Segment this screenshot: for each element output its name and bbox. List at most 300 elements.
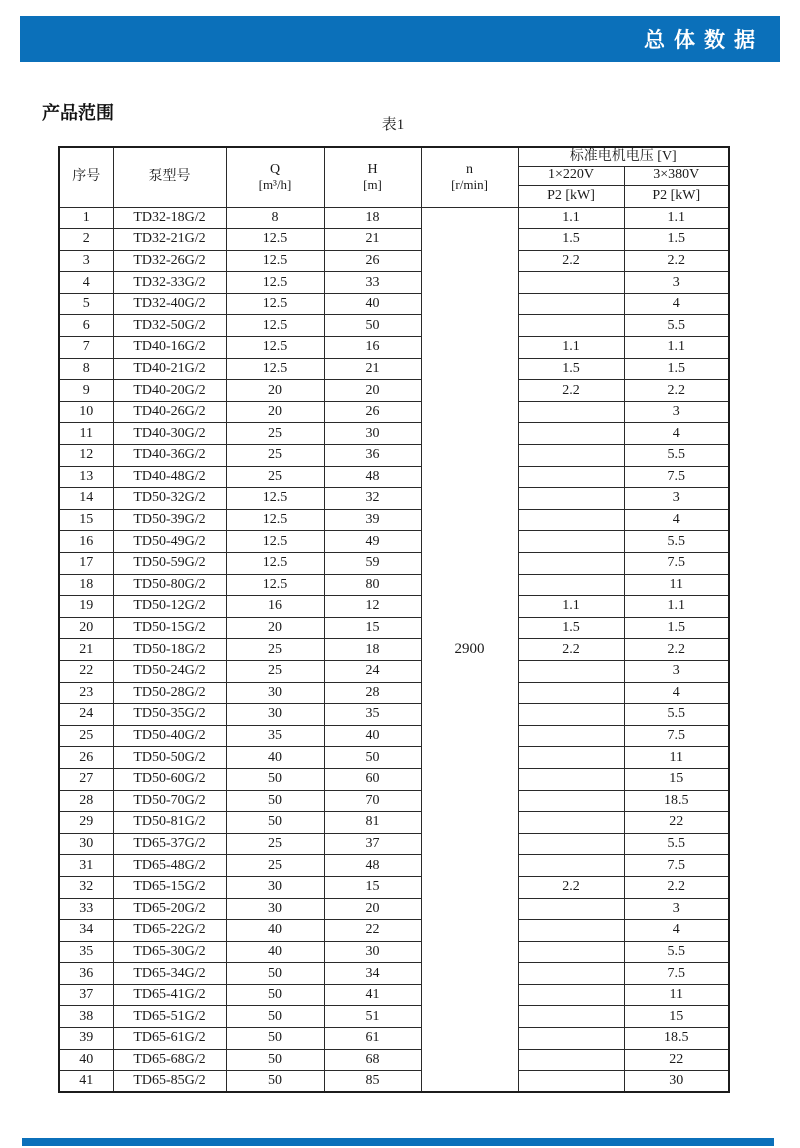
model-cell: TD32-40G/2	[113, 293, 226, 315]
p2-380-cell: 4	[624, 682, 729, 704]
table-row	[59, 920, 729, 942]
p2-380-cell: 3	[624, 660, 729, 682]
q-cell: 50	[226, 812, 324, 834]
p2-380-cell: 1.1	[624, 596, 729, 618]
model-cell: TD50-18G/2	[113, 639, 226, 661]
header-q-unit: [m³/h]	[258, 176, 292, 192]
h-cell: 81	[324, 812, 421, 834]
q-cell: 50	[226, 768, 324, 790]
p2-220-cell	[518, 315, 624, 337]
seq-cell: 24	[59, 704, 113, 726]
h-cell: 51	[324, 1006, 421, 1028]
header-n	[421, 147, 518, 207]
p2-380-cell: 4	[624, 509, 729, 531]
p2-380-cell: 3	[624, 488, 729, 510]
model-cell: TD50-39G/2	[113, 509, 226, 531]
q-cell: 25	[226, 445, 324, 467]
table-row	[59, 509, 729, 531]
p2-380-cell: 4	[624, 423, 729, 445]
table-row	[59, 984, 729, 1006]
h-cell: 22	[324, 920, 421, 942]
table-row	[59, 272, 729, 294]
model-cell: TD65-41G/2	[113, 984, 226, 1006]
seq-cell: 11	[59, 423, 113, 445]
seq-cell: 20	[59, 617, 113, 639]
p2-380-cell: 7.5	[624, 553, 729, 575]
table-row	[59, 596, 729, 618]
table-body	[59, 207, 729, 1092]
q-cell: 12.5	[226, 229, 324, 251]
header-v380: 3×380V	[624, 166, 729, 185]
banner-title: 总体数据	[644, 29, 764, 52]
seq-cell: 39	[59, 1028, 113, 1050]
p2-220-cell: 2.2	[518, 250, 624, 272]
header-model: 泵型号	[113, 147, 226, 207]
table-row	[59, 401, 729, 423]
p2-220-cell	[518, 293, 624, 315]
q-cell: 12.5	[226, 574, 324, 596]
p2-380-cell: 5.5	[624, 941, 729, 963]
model-cell: TD50-81G/2	[113, 812, 226, 834]
seq-cell: 37	[59, 984, 113, 1006]
p2-380-cell: 18.5	[624, 790, 729, 812]
seq-cell: 7	[59, 337, 113, 359]
h-cell: 18	[324, 639, 421, 661]
p2-380-cell: 7.5	[624, 855, 729, 877]
h-cell: 26	[324, 401, 421, 423]
q-cell: 50	[226, 1049, 324, 1071]
p2-220-cell	[518, 898, 624, 920]
header-n-unit: [r/min]	[451, 176, 488, 192]
p2-220-cell: 1.1	[518, 337, 624, 359]
p2-380-cell: 15	[624, 1006, 729, 1028]
p2-220-cell: 2.2	[518, 380, 624, 402]
p2-380-cell: 30	[624, 1071, 729, 1093]
model-cell: TD50-32G/2	[113, 488, 226, 510]
q-cell: 25	[226, 466, 324, 488]
model-cell: TD32-26G/2	[113, 250, 226, 272]
model-cell: TD65-20G/2	[113, 898, 226, 920]
table-row	[59, 293, 729, 315]
header-p2-220: P2 [kW]	[518, 185, 624, 207]
p2-380-cell: 22	[624, 812, 729, 834]
p2-380-cell: 3	[624, 401, 729, 423]
h-cell: 48	[324, 466, 421, 488]
model-cell: TD40-48G/2	[113, 466, 226, 488]
seq-cell: 27	[59, 768, 113, 790]
q-cell: 25	[226, 423, 324, 445]
q-cell: 50	[226, 1071, 324, 1093]
h-cell: 85	[324, 1071, 421, 1093]
n-cell: 2900	[421, 207, 518, 1092]
h-cell: 18	[324, 207, 421, 229]
p2-220-cell: 1.1	[518, 207, 624, 229]
p2-220-cell	[518, 812, 624, 834]
table-row	[59, 1006, 729, 1028]
p2-220-cell	[518, 682, 624, 704]
seq-cell: 21	[59, 639, 113, 661]
table-row	[59, 833, 729, 855]
p2-380-cell: 4	[624, 293, 729, 315]
q-cell: 12.5	[226, 337, 324, 359]
q-cell: 12.5	[226, 358, 324, 380]
seq-cell: 35	[59, 941, 113, 963]
model-cell: TD32-21G/2	[113, 229, 226, 251]
h-cell: 70	[324, 790, 421, 812]
q-cell: 12.5	[226, 250, 324, 272]
q-cell: 12.5	[226, 509, 324, 531]
h-cell: 15	[324, 876, 421, 898]
seq-cell: 36	[59, 963, 113, 985]
p2-380-cell: 11	[624, 984, 729, 1006]
seq-cell: 23	[59, 682, 113, 704]
p2-220-cell	[518, 553, 624, 575]
q-cell: 30	[226, 898, 324, 920]
table-header	[59, 147, 729, 207]
model-cell: TD32-33G/2	[113, 272, 226, 294]
model-cell: TD65-51G/2	[113, 1006, 226, 1028]
model-cell: TD50-49G/2	[113, 531, 226, 553]
header-banner	[20, 16, 780, 62]
model-cell: TD40-16G/2	[113, 337, 226, 359]
p2-220-cell	[518, 920, 624, 942]
p2-380-cell: 2.2	[624, 380, 729, 402]
model-cell: TD65-68G/2	[113, 1049, 226, 1071]
p2-220-cell	[518, 509, 624, 531]
table-row	[59, 358, 729, 380]
table-row	[59, 812, 729, 834]
bottom-accent-bar	[22, 1138, 774, 1146]
seq-cell: 29	[59, 812, 113, 834]
h-cell: 50	[324, 747, 421, 769]
p2-380-cell: 3	[624, 272, 729, 294]
table-row	[59, 617, 729, 639]
h-cell: 35	[324, 704, 421, 726]
model-cell: TD50-40G/2	[113, 725, 226, 747]
p2-220-cell: 2.2	[518, 876, 624, 898]
seq-cell: 41	[59, 1071, 113, 1093]
h-cell: 33	[324, 272, 421, 294]
model-cell: TD50-35G/2	[113, 704, 226, 726]
h-cell: 40	[324, 293, 421, 315]
table-row	[59, 1028, 729, 1050]
q-cell: 50	[226, 963, 324, 985]
p2-220-cell	[518, 272, 624, 294]
h-cell: 26	[324, 250, 421, 272]
h-cell: 24	[324, 660, 421, 682]
seq-cell: 25	[59, 725, 113, 747]
p2-220-cell	[518, 747, 624, 769]
seq-cell: 1	[59, 207, 113, 229]
h-cell: 28	[324, 682, 421, 704]
p2-380-cell: 5.5	[624, 833, 729, 855]
table-row	[59, 660, 729, 682]
q-cell: 20	[226, 401, 324, 423]
p2-220-cell	[518, 488, 624, 510]
h-cell: 48	[324, 855, 421, 877]
table-row	[59, 1049, 729, 1071]
header-seq: 序号	[59, 147, 113, 207]
header-h-symbol: H	[367, 161, 378, 177]
table-row	[59, 941, 729, 963]
p2-380-cell: 7.5	[624, 725, 729, 747]
model-cell: TD50-12G/2	[113, 596, 226, 618]
table-caption: 表1	[381, 117, 405, 133]
q-cell: 25	[226, 855, 324, 877]
table-row	[59, 898, 729, 920]
table-row	[59, 768, 729, 790]
h-cell: 59	[324, 553, 421, 575]
seq-cell: 15	[59, 509, 113, 531]
model-cell: TD32-50G/2	[113, 315, 226, 337]
table-row	[59, 250, 729, 272]
p2-380-cell: 11	[624, 574, 729, 596]
p2-220-cell	[518, 833, 624, 855]
q-cell: 8	[226, 207, 324, 229]
table-row	[59, 725, 729, 747]
seq-cell: 34	[59, 920, 113, 942]
h-cell: 80	[324, 574, 421, 596]
p2-220-cell	[518, 855, 624, 877]
model-cell: TD65-34G/2	[113, 963, 226, 985]
seq-cell: 8	[59, 358, 113, 380]
q-cell: 20	[226, 617, 324, 639]
h-cell: 16	[324, 337, 421, 359]
table-row	[59, 423, 729, 445]
q-cell: 50	[226, 1028, 324, 1050]
seq-cell: 18	[59, 574, 113, 596]
table-row	[59, 380, 729, 402]
h-cell: 30	[324, 423, 421, 445]
h-cell: 12	[324, 596, 421, 618]
seq-cell: 6	[59, 315, 113, 337]
header-h	[324, 147, 421, 207]
p2-380-cell: 1.1	[624, 207, 729, 229]
table-row	[59, 445, 729, 467]
model-cell: TD65-48G/2	[113, 855, 226, 877]
p2-220-cell	[518, 941, 624, 963]
h-cell: 37	[324, 833, 421, 855]
q-cell: 16	[226, 596, 324, 618]
p2-380-cell: 2.2	[624, 639, 729, 661]
p2-220-cell: 2.2	[518, 639, 624, 661]
table-row	[59, 337, 729, 359]
p2-380-cell: 1.5	[624, 617, 729, 639]
seq-cell: 10	[59, 401, 113, 423]
q-cell: 40	[226, 920, 324, 942]
p2-220-cell	[518, 704, 624, 726]
seq-cell: 33	[59, 898, 113, 920]
table-row	[59, 704, 729, 726]
q-cell: 35	[226, 725, 324, 747]
p2-220-cell	[518, 445, 624, 467]
p2-380-cell: 1.5	[624, 229, 729, 251]
seq-cell: 4	[59, 272, 113, 294]
p2-220-cell	[518, 660, 624, 682]
q-cell: 12.5	[226, 488, 324, 510]
model-cell: TD65-15G/2	[113, 876, 226, 898]
h-cell: 15	[324, 617, 421, 639]
header-v220: 1×220V	[518, 166, 624, 185]
h-cell: 41	[324, 984, 421, 1006]
p2-380-cell: 4	[624, 920, 729, 942]
q-cell: 12.5	[226, 553, 324, 575]
q-cell: 25	[226, 639, 324, 661]
model-cell: TD65-22G/2	[113, 920, 226, 942]
p2-220-cell	[518, 725, 624, 747]
h-cell: 21	[324, 358, 421, 380]
seq-cell: 5	[59, 293, 113, 315]
seq-cell: 19	[59, 596, 113, 618]
p2-380-cell: 1.1	[624, 337, 729, 359]
model-cell: TD40-30G/2	[113, 423, 226, 445]
p2-220-cell	[518, 1006, 624, 1028]
seq-cell: 17	[59, 553, 113, 575]
model-cell: TD50-28G/2	[113, 682, 226, 704]
model-cell: TD65-30G/2	[113, 941, 226, 963]
table-row	[59, 963, 729, 985]
table-row	[59, 574, 729, 596]
h-cell: 60	[324, 768, 421, 790]
table-row	[59, 553, 729, 575]
p2-380-cell: 15	[624, 768, 729, 790]
seq-cell: 13	[59, 466, 113, 488]
p2-380-cell: 5.5	[624, 445, 729, 467]
table-row	[59, 682, 729, 704]
q-cell: 20	[226, 380, 324, 402]
header-q	[226, 147, 324, 207]
model-cell: TD50-70G/2	[113, 790, 226, 812]
p2-220-cell	[518, 790, 624, 812]
p2-380-cell: 5.5	[624, 704, 729, 726]
model-cell: TD50-15G/2	[113, 617, 226, 639]
table-row	[59, 855, 729, 877]
q-cell: 30	[226, 682, 324, 704]
p2-220-cell	[518, 963, 624, 985]
model-cell: TD40-36G/2	[113, 445, 226, 467]
q-cell: 50	[226, 1006, 324, 1028]
section-title: 产品范围	[42, 103, 114, 123]
model-cell: TD50-59G/2	[113, 553, 226, 575]
model-cell: TD40-21G/2	[113, 358, 226, 380]
p2-220-cell	[518, 574, 624, 596]
p2-380-cell: 1.5	[624, 358, 729, 380]
model-cell: TD40-20G/2	[113, 380, 226, 402]
h-cell: 39	[324, 509, 421, 531]
p2-220-cell: 1.5	[518, 358, 624, 380]
q-cell: 50	[226, 790, 324, 812]
header-q-symbol: Q	[269, 161, 281, 177]
p2-220-cell	[518, 531, 624, 553]
header-p2-380: P2 [kW]	[624, 185, 729, 207]
table-row	[59, 531, 729, 553]
h-cell: 34	[324, 963, 421, 985]
table-row	[59, 466, 729, 488]
q-cell: 50	[226, 984, 324, 1006]
table-row	[59, 876, 729, 898]
table-row	[59, 207, 729, 229]
seq-cell: 32	[59, 876, 113, 898]
p2-220-cell	[518, 768, 624, 790]
p2-220-cell	[518, 1028, 624, 1050]
q-cell: 12.5	[226, 315, 324, 337]
table-row	[59, 488, 729, 510]
q-cell: 30	[226, 876, 324, 898]
table-row	[59, 747, 729, 769]
model-cell: TD32-18G/2	[113, 207, 226, 229]
table-row	[59, 1071, 729, 1093]
p2-380-cell: 18.5	[624, 1028, 729, 1050]
p2-380-cell: 22	[624, 1049, 729, 1071]
p2-220-cell	[518, 1071, 624, 1093]
model-cell: TD65-37G/2	[113, 833, 226, 855]
q-cell: 25	[226, 660, 324, 682]
seq-cell: 2	[59, 229, 113, 251]
table-row	[59, 315, 729, 337]
h-cell: 61	[324, 1028, 421, 1050]
spec-table	[58, 146, 730, 1093]
h-cell: 30	[324, 941, 421, 963]
model-cell: TD65-61G/2	[113, 1028, 226, 1050]
p2-380-cell: 3	[624, 898, 729, 920]
q-cell: 40	[226, 941, 324, 963]
q-cell: 25	[226, 833, 324, 855]
header-h-unit: [m]	[363, 176, 382, 192]
p2-220-cell: 1.1	[518, 596, 624, 618]
model-cell: TD50-60G/2	[113, 768, 226, 790]
table-row	[59, 229, 729, 251]
header-n-symbol: n	[466, 161, 473, 177]
p2-380-cell: 7.5	[624, 963, 729, 985]
p2-220-cell	[518, 466, 624, 488]
p2-220-cell	[518, 984, 624, 1006]
p2-380-cell: 2.2	[624, 876, 729, 898]
model-cell: TD65-85G/2	[113, 1071, 226, 1093]
q-cell: 12.5	[226, 272, 324, 294]
p2-220-cell	[518, 1049, 624, 1071]
model-cell: TD50-80G/2	[113, 574, 226, 596]
seq-cell: 28	[59, 790, 113, 812]
p2-380-cell: 11	[624, 747, 729, 769]
h-cell: 36	[324, 445, 421, 467]
table-row	[59, 790, 729, 812]
seq-cell: 26	[59, 747, 113, 769]
p2-380-cell: 5.5	[624, 315, 729, 337]
h-cell: 49	[324, 531, 421, 553]
model-cell: TD50-24G/2	[113, 660, 226, 682]
p2-220-cell: 1.5	[518, 229, 624, 251]
seq-cell: 38	[59, 1006, 113, 1028]
h-cell: 50	[324, 315, 421, 337]
p2-380-cell: 2.2	[624, 250, 729, 272]
h-cell: 40	[324, 725, 421, 747]
header-voltage-group: 标准电机电压 [V]	[518, 147, 729, 166]
p2-380-cell: 7.5	[624, 466, 729, 488]
h-cell: 20	[324, 898, 421, 920]
table-row	[59, 639, 729, 661]
seq-cell: 31	[59, 855, 113, 877]
seq-cell: 16	[59, 531, 113, 553]
seq-cell: 40	[59, 1049, 113, 1071]
h-cell: 68	[324, 1049, 421, 1071]
model-cell: TD50-50G/2	[113, 747, 226, 769]
seq-cell: 22	[59, 660, 113, 682]
p2-220-cell	[518, 423, 624, 445]
q-cell: 12.5	[226, 531, 324, 553]
q-cell: 30	[226, 704, 324, 726]
p2-220-cell: 1.5	[518, 617, 624, 639]
seq-cell: 3	[59, 250, 113, 272]
